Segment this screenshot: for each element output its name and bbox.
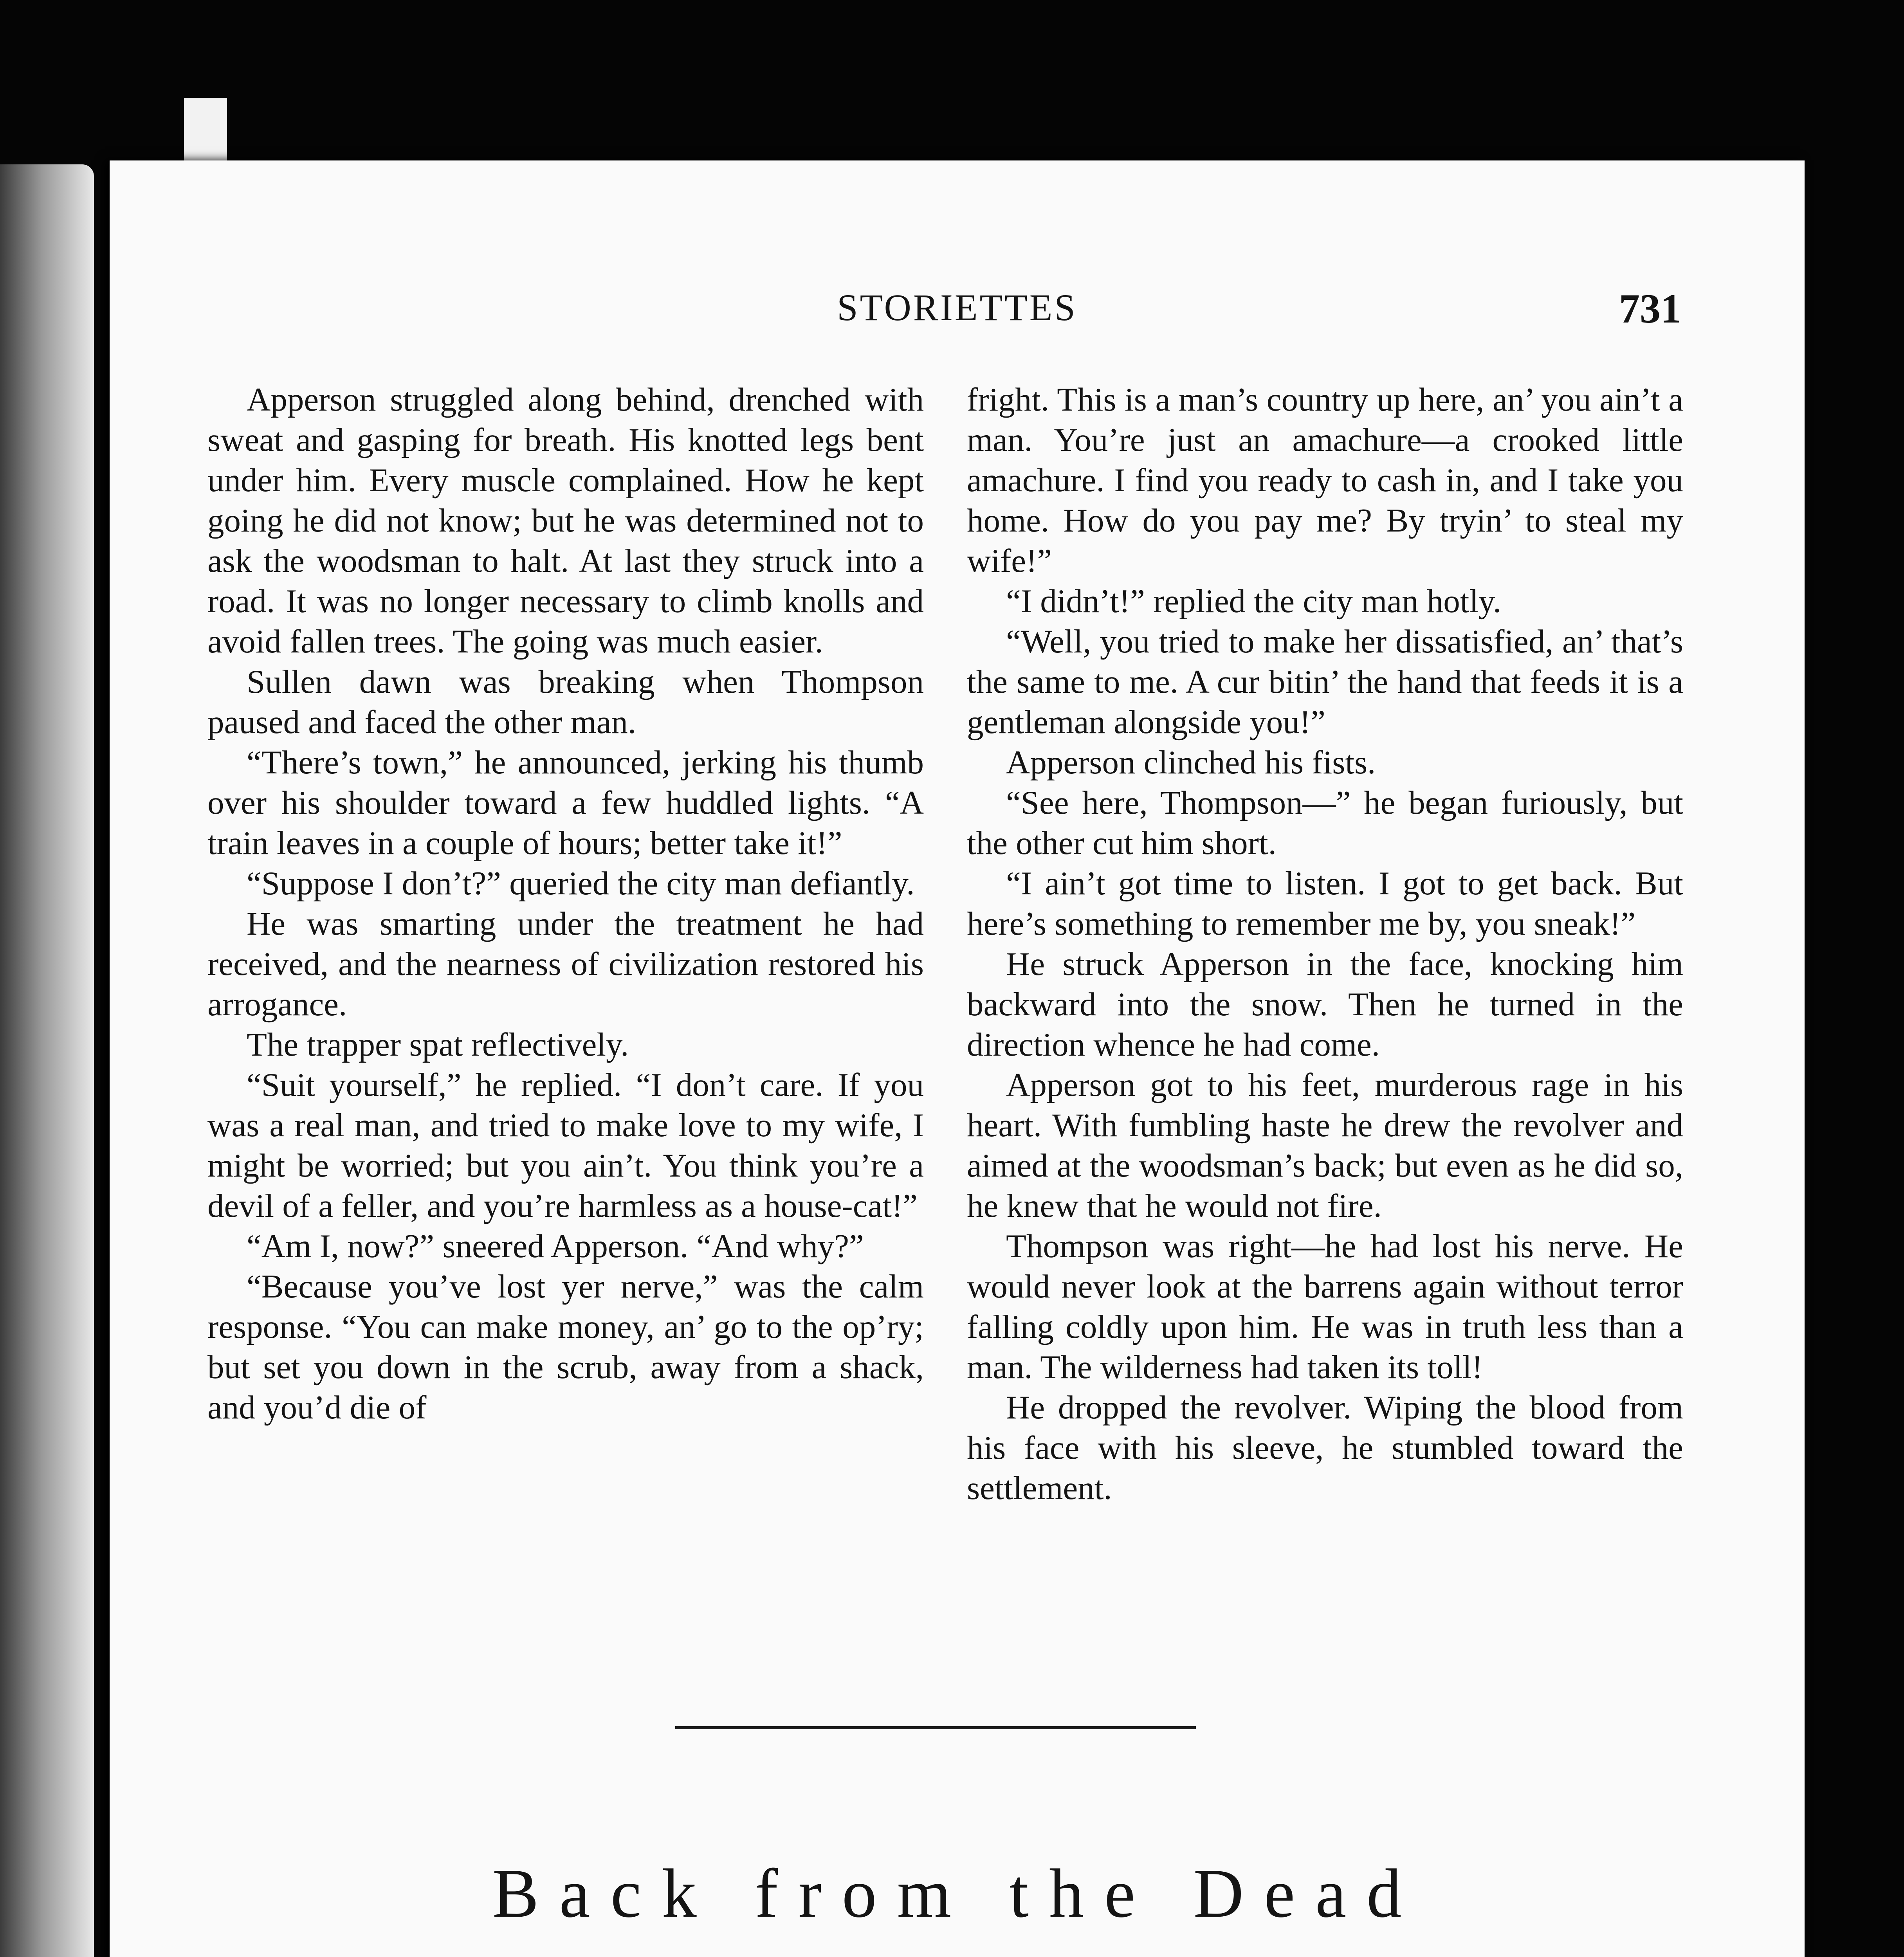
story-title: Back from the Dead	[492, 1854, 1422, 1932]
paper-tab	[184, 98, 227, 168]
paragraph: He struck Apperson in the face, knocking him backward into the snow. Then he turned in the direction whence he had come.	[967, 946, 1683, 1063]
paragraph: Apperson struggled along behind, drenched with sweat and gasping for breath. His knotted legs bent under him. Every muscle complained. How he kept going he did not know; but he was determined not to ask the woodsman to halt. At last they struck into a road. It was no longer necessary to climb knolls and avoid fallen trees. The going was much easier.	[207, 381, 924, 660]
magazine-page	[110, 160, 1805, 1957]
section-divider	[675, 1726, 1196, 1729]
adjacent-page-edge	[0, 164, 94, 1957]
page-number: 731	[1619, 286, 1681, 332]
paragraph: Thompson was right—he had lost his nerve. He would never look at the barrens again without terror falling coldly upon him. He was in truth less than a man. The wilderness had taken its toll!	[967, 1228, 1683, 1386]
story1-right-column	[967, 380, 1683, 1508]
paragraph: “There’s town,” he announced, jerking his thumb over his shoulder toward a few huddled lights. “A train leaves in a couple of hours; better take it!”	[207, 744, 924, 861]
paragraph: He dropped the revolver. Wiping the blood from his face with his sleeve, he stumbled toward the settlement.	[967, 1389, 1683, 1506]
paragraph-continuation: fright. This is a man’s country up here, an’ you ain’t a man. You’re just an amachure—a crooked little amachure. I find you ready to cash in, and I take you home. How do you pay me? By tryin’ to steal my wife!”	[967, 381, 1683, 579]
paragraph: “Suppose I don’t?” queried the city man defiantly.	[247, 865, 915, 902]
paragraph: Apperson got to his feet, murderous rage in his heart. With fumbling haste he drew the revolver and aimed at the woodsman’s back; but even as he did so, he knew that he would not fire.	[967, 1067, 1683, 1224]
running-title: STORIETTES	[837, 287, 1077, 328]
paragraph: “Am I, now?” sneered Apperson. “And why?”	[247, 1228, 864, 1265]
paragraph: “Suit yourself,” he replied. “I don’t care. If you was a real man, and tried to make love to my wife, I might be worried; but you ain’t. You think you’re a devil of a feller, and you’re harmless as a house-cat!”	[207, 1067, 924, 1224]
paragraph: “I ain’t got time to listen. I got to get back. But here’s something to remember me by, you sneak!”	[967, 865, 1683, 942]
paragraph: “I didn’t!” replied the city man hotly.	[1006, 583, 1502, 620]
paragraph: “Well, you tried to make her dissatisfied, an’ that’s the same to me. A cur bitin’ the hand that feeds it is a gentleman alongside you!”	[967, 623, 1683, 741]
paragraph: Sullen dawn was breaking when Thompson paused and faced the other man.	[207, 663, 924, 741]
story1-left-column	[207, 380, 924, 1428]
paragraph: Apperson clinched his fists.	[1006, 744, 1376, 781]
paragraph: “See here, Thompson—” he began furiously, but the other cut him short.	[967, 784, 1683, 861]
paragraph: He was smarting under the treatment he had received, and the nearness of civilization restored his arrogance.	[207, 905, 924, 1023]
paragraph: The trapper spat reflectively.	[247, 1026, 629, 1063]
paragraph: “Because you’ve lost yer nerve,” was the calm response. “You can make money, an’ go to the op’ry; but set you down in the scrub, away from a shack, and you’d die of	[207, 1268, 924, 1426]
